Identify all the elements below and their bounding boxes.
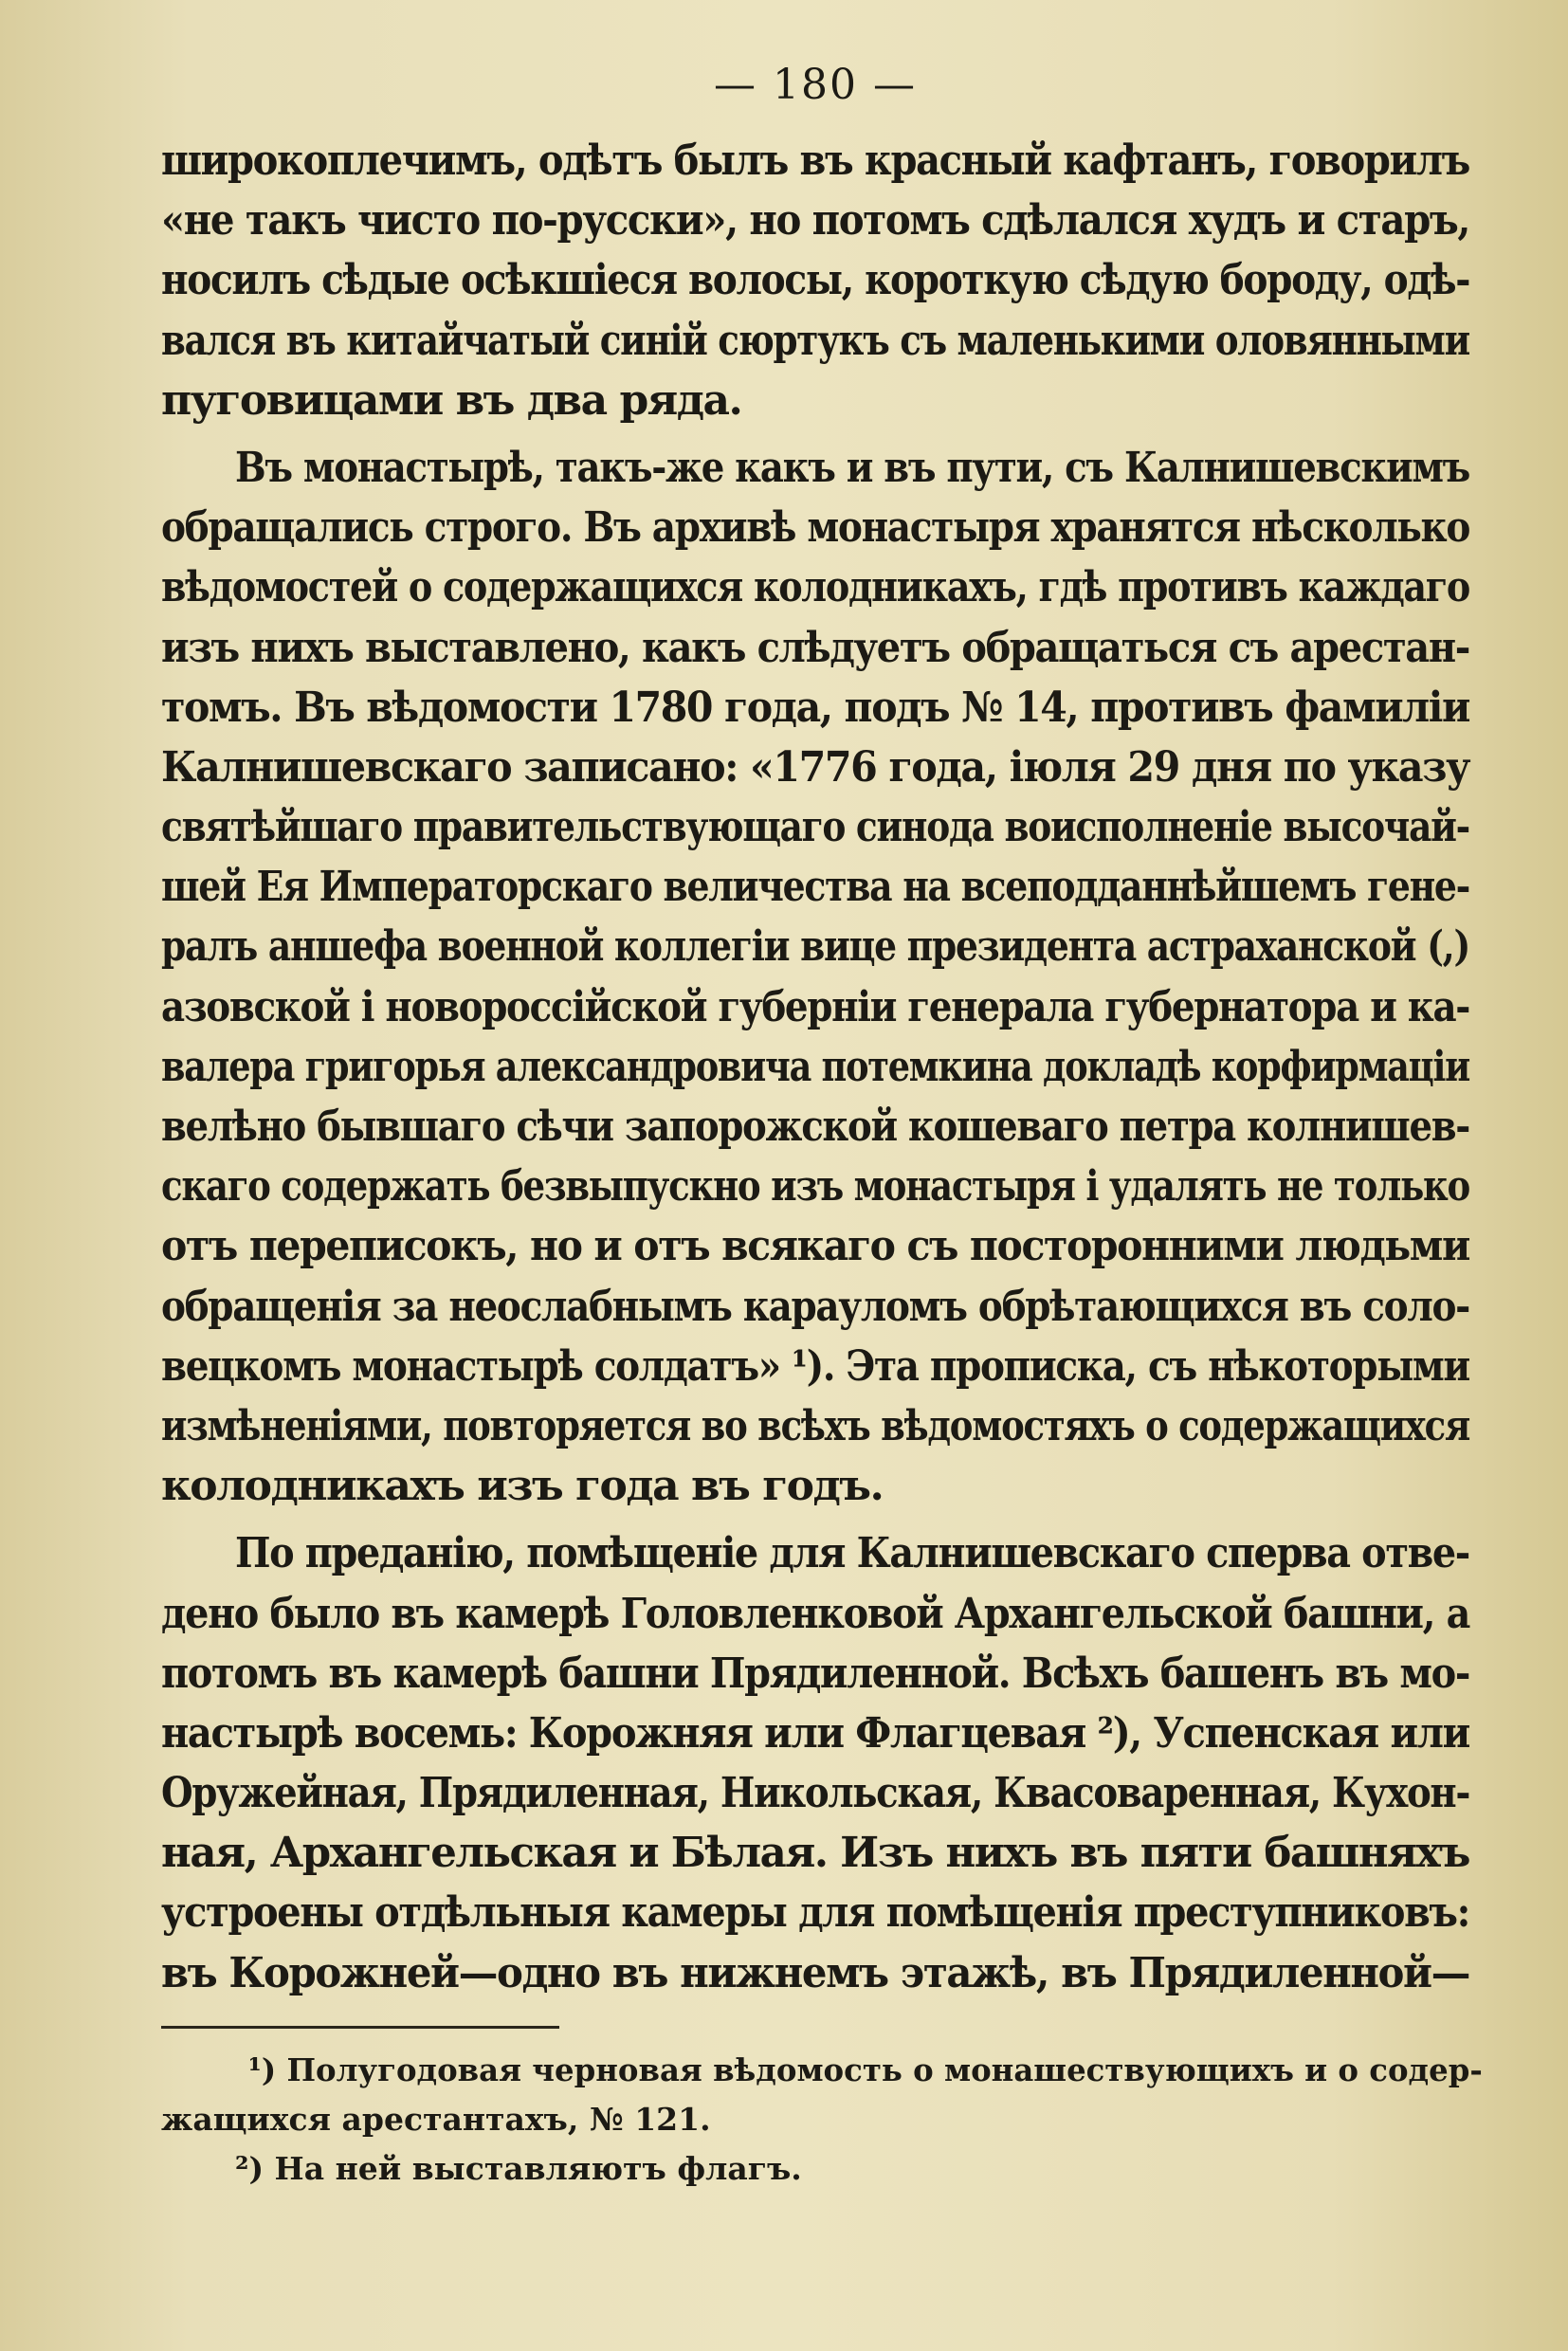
- text-line: вѣдомостей о содержащихся колодникахъ, гдѣ противъ каждаго: [161, 563, 1469, 612]
- text-line: Калнишевскаго записано: «1776 года, іюля 29 дня по указу: [161, 742, 1470, 792]
- text-line: «не такъ чисто по-русски», но потомъ сдѣлался худъ и старъ,: [161, 196, 1470, 246]
- footnote-line: ²) На ней выставляютъ флагъ.: [235, 2149, 802, 2187]
- text-line: колодникахъ изъ года въ годъ.: [161, 1462, 884, 1511]
- text-line: настырѣ восемь: Корожняя или Флагцевая ²), Успенская или: [161, 1708, 1469, 1758]
- text-line: потомъ въ камерѣ башни Прядиленной. Всѣхъ башенъ въ мо-: [161, 1649, 1470, 1698]
- text-line: святѣйшаго правительствующаго синода воисполненіе высочай-: [161, 803, 1469, 852]
- text-line: широкоплечимъ, одѣтъ былъ въ красный кафтанъ, говорилъ: [161, 137, 1470, 185]
- text-line: Въ монастырѣ, такъ-же какъ и въ пути, съ Калнишевскимъ: [234, 443, 1470, 492]
- text-line: велѣно бывшаго сѣчи запорожской кошеваго петра колнишев-: [161, 1103, 1470, 1151]
- footnotes: [161, 2046, 1483, 2194]
- footnote-line: жащихся арестантахъ, № 121.: [161, 2100, 711, 2138]
- text-line: въ Корожней—одно въ нижнемъ этажѣ, въ Прядиленной—: [161, 1948, 1470, 1997]
- footnote-line: ¹) Полугодовая черновая вѣдомость о монашествующихъ и о содер-: [247, 2050, 1483, 2088]
- text-line: пуговицами въ два ряда.: [161, 375, 742, 425]
- text-line: По преданію, помѣщеніе для Калнишевскаго сперва отве-: [234, 1529, 1469, 1578]
- text-line: валера григорья александровича потемкина докладѣ корфирмаціи: [161, 1042, 1470, 1091]
- text-line: измѣненіями, повторяется во всѣхъ вѣдомостяхъ о содержащихся: [161, 1401, 1470, 1450]
- text-line: носилъ сѣдые осѣкшіеся волосы, короткую сѣдую бороду, одѣ-: [161, 256, 1470, 305]
- page-number: — 180 —: [714, 61, 917, 109]
- text-line: шей Ея Императорскаго величества на всеподданнѣйшемъ гене-: [161, 863, 1470, 912]
- text-line: азовской і новороссійской губерніи генерала губернатора и ка-: [161, 982, 1470, 1031]
- text-line: томъ. Въ вѣдомости 1780 года, подъ № 14, противъ фамиліи: [161, 683, 1469, 732]
- text-line: устроены отдѣльныя камеры для помѣщенія преступниковъ:: [161, 1888, 1470, 1938]
- book-page: [161, 57, 1483, 2194]
- text-line: обращались строго. Въ архивѣ монастыря хранятся нѣсколько: [161, 503, 1470, 553]
- text-line: ная, Архангельская и Бѣлая. Изъ нихъ въ пяти башняхъ: [161, 1829, 1469, 1878]
- paragraph: [161, 1523, 1469, 2003]
- text-line: отъ переписокъ, но и отъ всякаго съ посторонними людьми: [161, 1222, 1469, 1271]
- text-line: Оружейная, Прядиленная, Никольская, Квасоваренная, Кухон-: [161, 1769, 1470, 1818]
- paragraph: [161, 131, 1469, 430]
- text-line: вался въ китайчатый синій сюртукъ съ маленькими оловянными: [161, 316, 1469, 365]
- footnote-divider: [161, 2026, 559, 2029]
- text-line: дено было въ камерѣ Головленковой Архангельской башни, а: [161, 1589, 1470, 1638]
- text-line: обращенія за неослабнымъ карауломъ обрѣтающихся въ соло-: [161, 1282, 1469, 1331]
- paragraph: [161, 438, 1469, 1516]
- text-line: изъ нихъ выставлено, какъ слѣдуетъ обращаться съ арестан-: [161, 623, 1470, 672]
- text-line: ралъ аншефа военной коллегіи вице президента астраханской (,): [161, 922, 1470, 972]
- text-line: вецкомъ монастырѣ солдатъ» ¹). Эта прописка, съ нѣкоторыми: [161, 1341, 1469, 1391]
- text-line: скаго содержать безвыпускно изъ монастыря і удалять не только: [161, 1162, 1470, 1212]
